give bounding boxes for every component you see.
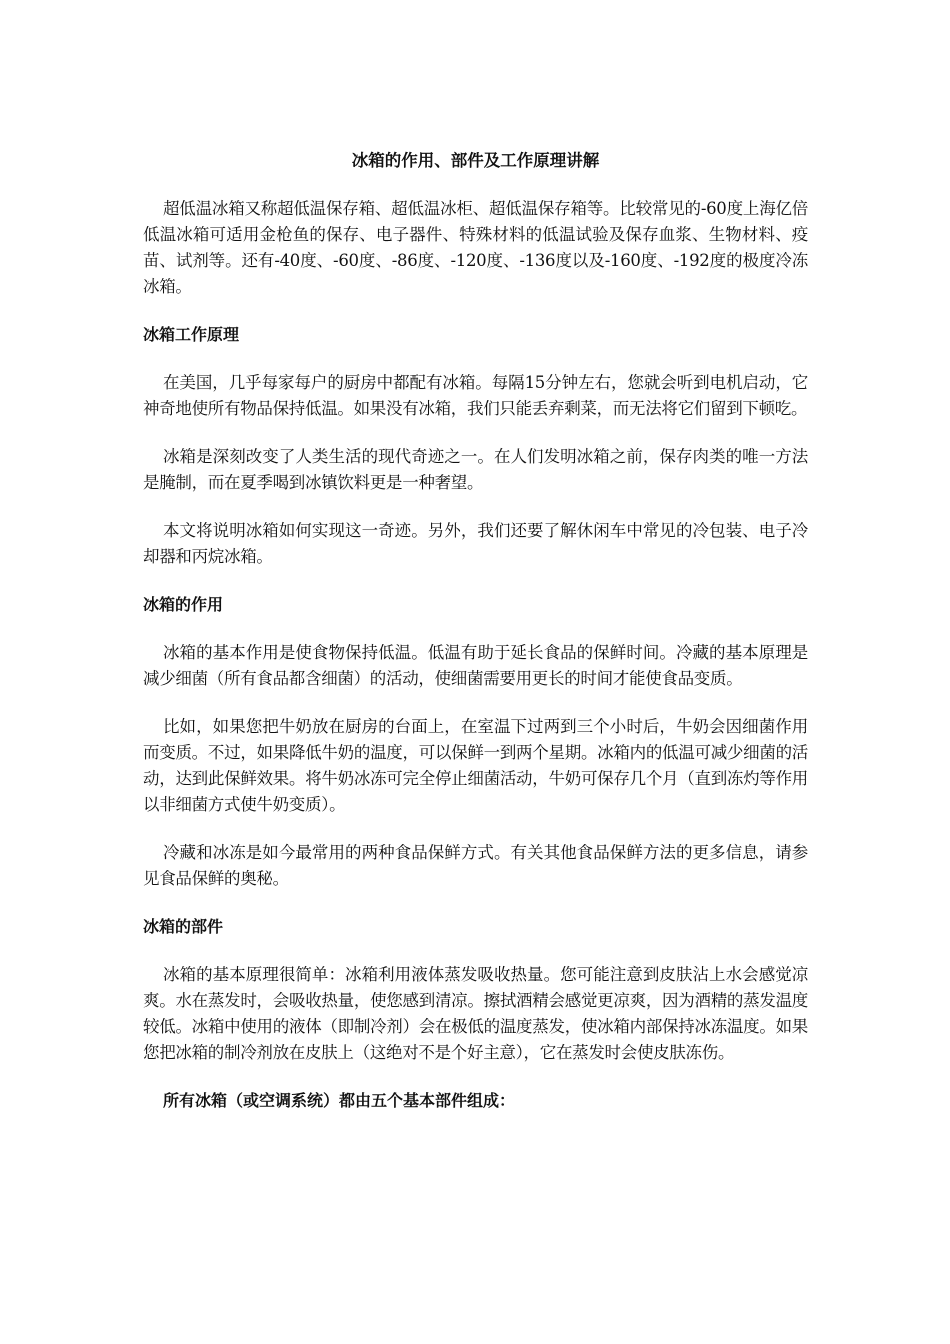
paragraph: 本文将说明冰箱如何实现这一奇迹。另外，我们还要了解休闲车中常见的冷包装、电子冷却器和丙烷冰箱。: [143, 521, 808, 566]
document-title: 冰箱的作用、部件及工作原理讲解: [351, 151, 600, 170]
paragraph: 冰箱是深刻改变了人类生活的现代奇迹之一。在人们发明冰箱之前，保存肉类的唯一方法是腌制，而在夏季喝到冰镇饮料更是一种奢望。: [143, 447, 808, 492]
document-page: [143, 146, 808, 1114]
paragraph: 在美国，几乎每家每户的厨房中都配有冰箱。每隔15分钟左右，您就会听到电机启动，它神奇地使所有物品保持低温。如果没有冰箱，我们只能丢弃剩菜，而无法将它们留到下顿吃。: [143, 373, 808, 418]
section-heading-working-principle: 冰箱工作原理: [143, 325, 240, 344]
section-heading-function: 冰箱的作用: [143, 595, 224, 614]
paragraph: 冰箱的基本作用是使食物保持低温。低温有助于延长食品的保鲜时间。冷藏的基本原理是减少细菌（所有食品都含细菌）的活动，使细菌需要用更长的时间才能使食品变质。: [143, 643, 808, 688]
bold-statement: 所有冰箱（或空调系统）都由五个基本部件组成：: [163, 1091, 516, 1110]
section-heading-components: 冰箱的部件: [143, 917, 224, 936]
intro-paragraph: 超低温冰箱又称超低温保存箱、超低温冰柜、超低温保存箱等。比较常见的-60度上海亿倍低温冰箱可适用金枪鱼的保存、电子器件、特殊材料的低温试验及保存血浆、生物材料、疫苗、试剂等。还有-40度、-60度、-86度、-120度、-136度以及-160度、-192度的极度冷冻冰箱。: [143, 199, 808, 296]
paragraph: 比如，如果您把牛奶放在厨房的台面上，在室温下过两到三个小时后，牛奶会因细菌作用而变质。不过，如果降低牛奶的温度，可以保鲜一到两个星期。冰箱内的低温可减少细菌的活动，达到此保鲜效果。将牛奶冰冻可完全停止细菌活动，牛奶可保存几个月（直到冻灼等作用以非细菌方式使牛奶变质）。: [143, 717, 808, 814]
paragraph: 冰箱的基本原理很简单：冰箱利用液体蒸发吸收热量。您可能注意到皮肤沾上水会感觉凉爽。水在蒸发时，会吸收热量，使您感到清凉。擦拭酒精会感觉更凉爽，因为酒精的蒸发温度较低。冰箱中使用的液体（即制冷剂）会在极低的温度蒸发，使冰箱内部保持冰冻温度。如果您把冰箱的制冷剂放在皮肤上（这绝对不是个好主意），它在蒸发时会使皮肤冻伤。: [143, 965, 808, 1062]
paragraph: 冷藏和冰冻是如今最常用的两种食品保鲜方式。有关其他食品保鲜方法的更多信息，请参见食品保鲜的奥秘。: [143, 843, 808, 888]
